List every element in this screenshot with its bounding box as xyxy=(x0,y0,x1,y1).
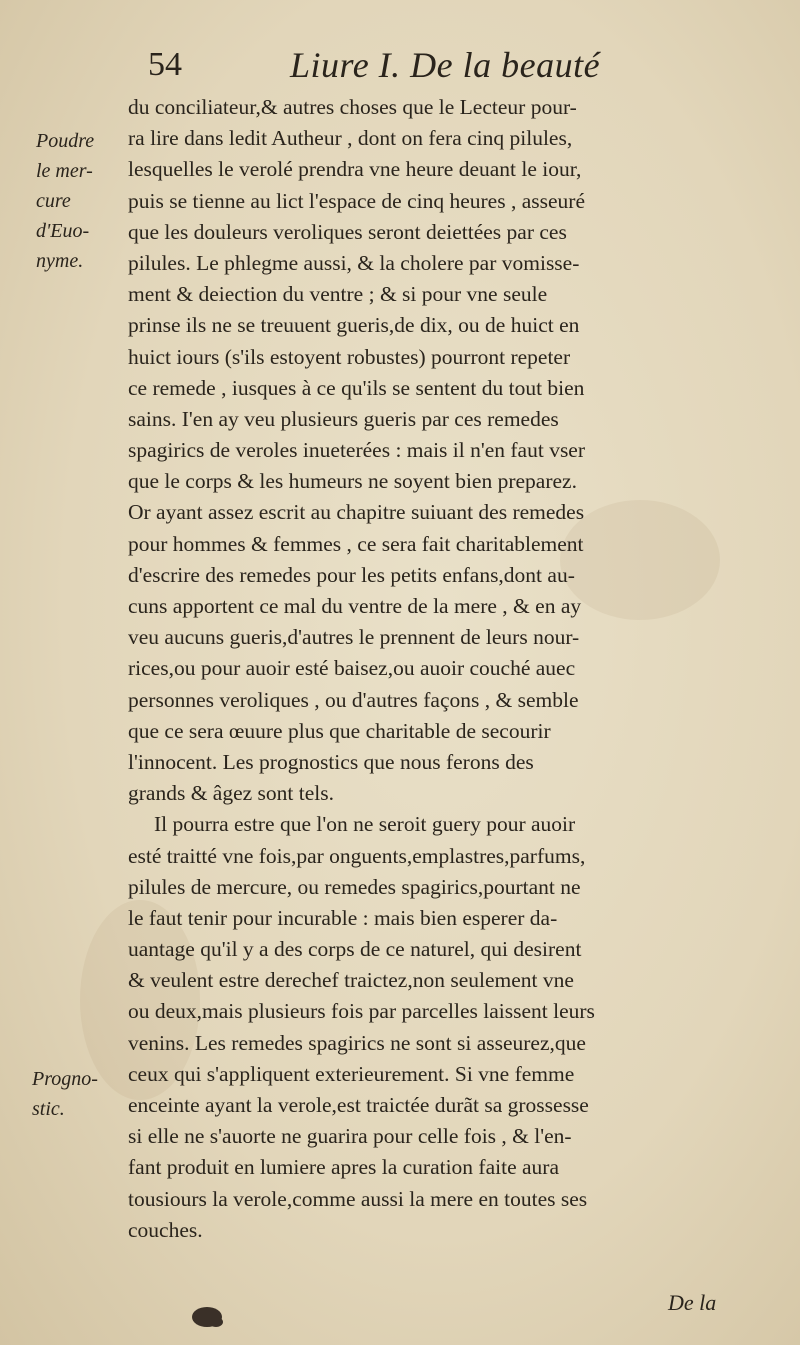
page-header xyxy=(140,42,760,92)
margin-note-line: stic. xyxy=(32,1098,65,1120)
text-line: prinse ils ne se treuuent gueris,de dix, ou de huict en xyxy=(128,313,580,338)
text-line: que les douleurs veroliques seront deiettées par ces xyxy=(128,219,567,244)
text-line: ceux qui s'appliquent exterieurement. Si vne femme xyxy=(128,1061,575,1086)
text-line: ra lire dans ledit Autheur , dont on fera cinq pilules, xyxy=(128,126,573,151)
text-line: enceinte ayant la verole,est traictée durãt sa grossesse xyxy=(128,1093,589,1117)
text-line: esté traitté vne fois,par onguents,emplastres,parfums, xyxy=(128,843,586,868)
text-line: fant produit en lumiere apres la curation faite aura xyxy=(128,1155,559,1180)
text-line: que ce sera œuure plus que charitable de secourir xyxy=(128,718,551,743)
text-line: & veulent estre derechef traictez,non seulement vne xyxy=(128,968,574,993)
text-line: puis se tienne au lict l'espace de cinq heures , asseuré xyxy=(128,188,585,213)
text-line: spagirics de veroles inueterées : mais il n'en faut vser xyxy=(128,438,586,463)
text-line: lesquelles le verolé prendra vne heure deuant le iour, xyxy=(128,157,582,182)
text-line: du conciliateur,& autres choses que le Lecteur pour- xyxy=(128,95,577,119)
text-line: cuns apportent ce mal du ventre de la mere , & en ay xyxy=(128,594,582,618)
text-line: sains. I'en ay veu plusieurs gueris par ces remedes xyxy=(128,406,559,431)
margin-note-line: d'Euo- xyxy=(36,220,90,242)
margin-note-line: Poudre xyxy=(36,130,95,152)
text-line: ment & deiection du ventre ; & si pour vne seule xyxy=(128,282,548,307)
page-number: 54 xyxy=(148,46,182,83)
margin-note-poudre xyxy=(36,126,94,276)
margin-note-line: Progno- xyxy=(32,1068,98,1090)
text-line: veu aucuns gueris,d'autres le prennent de leurs nour- xyxy=(128,625,580,650)
text-line: d'escrire des remedes pour les petits enfans,dont au- xyxy=(128,562,575,587)
margin-note-line: cure xyxy=(36,190,71,212)
margin-note-line: nyme. xyxy=(36,250,84,272)
text-line: ou deux,mais plusieurs fois par parcelles laissent leurs xyxy=(128,999,595,1024)
margin-note-prognostic xyxy=(32,1064,98,1124)
text-line: pour hommes & femmes , ce sera fait charitablement xyxy=(128,531,584,556)
running-title: Liure I. De la beauté xyxy=(290,45,601,85)
text-line: uantage qu'il y a des corps de ce naturel, qui desirent xyxy=(128,937,582,962)
text-line: que le corps & les humeurs ne soyent bien preparez. xyxy=(128,469,577,494)
text-line: couches. xyxy=(128,1217,203,1242)
margin-note-line: le mer- xyxy=(36,160,93,182)
text-line: si elle ne s'auorte ne guarira pour celle fois , & l'en- xyxy=(128,1124,572,1149)
catchword: De la xyxy=(668,1290,717,1315)
text-line: le faut tenir pour incurable : mais bien esperer da- xyxy=(128,905,558,930)
text-line: pilules. Le phlegme aussi, & la cholere par vomisse- xyxy=(128,250,580,275)
text-line: ce remede , iusques à ce qu'ils se sentent du tout bien xyxy=(128,375,585,400)
text-line: rices,ou pour auoir esté baisez,ou auoir couché auec xyxy=(128,656,576,681)
text-line: tousiours la verole,comme aussi la mere en toutes ses xyxy=(128,1186,588,1211)
body-text xyxy=(128,92,760,1246)
text-line: huict iours (s'ils estoyent robustes) pourront repeter xyxy=(128,344,571,369)
text-line: Or ayant assez escrit au chapitre suiuant des remedes xyxy=(128,500,585,525)
text-line: l'innocent. Les prognostics que nous ferons des xyxy=(128,749,534,774)
text-line: pilules de mercure, ou remedes spagirics,pourtant ne xyxy=(128,874,581,899)
ink-blot-icon xyxy=(190,1304,224,1330)
text-line: personnes veroliques , ou d'autres façons , & semble xyxy=(128,687,579,712)
text-line: Il pourra estre que l'on ne seroit guery pour auoir xyxy=(154,812,576,837)
text-line: grands & âgez sont tels. xyxy=(128,781,334,806)
text-line: venins. Les remedes spagirics ne sont si asseurez,que xyxy=(128,1030,586,1055)
